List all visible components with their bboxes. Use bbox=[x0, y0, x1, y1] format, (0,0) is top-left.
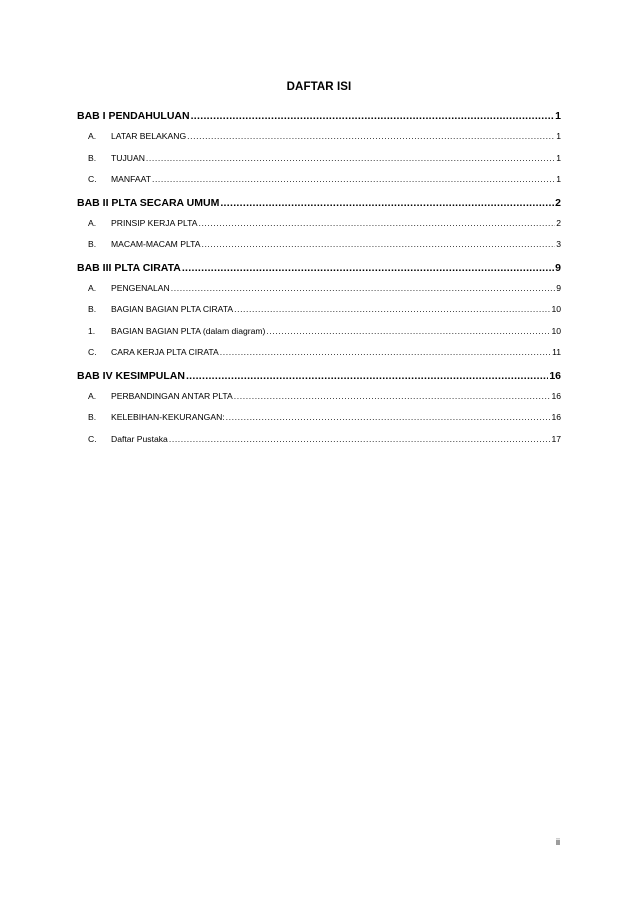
toc-chapter[interactable] bbox=[77, 197, 561, 213]
toc-entry-number: C. bbox=[88, 347, 97, 357]
dot-leader bbox=[201, 234, 555, 256]
toc-page-number: 1 bbox=[556, 131, 561, 141]
toc-entry[interactable] bbox=[77, 299, 561, 321]
toc-page-number: 9 bbox=[555, 261, 561, 274]
toc-entry-label: CARA KERJA PLTA CIRATA bbox=[111, 347, 219, 357]
dot-leader bbox=[186, 370, 548, 382]
toc-entry[interactable] bbox=[77, 234, 561, 256]
toc-page-number: 16 bbox=[551, 390, 561, 401]
toc-page-number: 3 bbox=[556, 239, 561, 249]
dot-leader bbox=[182, 262, 554, 274]
toc-page-number: 16 bbox=[551, 412, 561, 422]
toc-page-number: 17 bbox=[551, 433, 561, 444]
toc-page-number: 9 bbox=[556, 282, 561, 293]
toc-entry-label: MANFAAT bbox=[111, 174, 151, 184]
toc-page-number: 1 bbox=[556, 174, 561, 184]
toc-entry[interactable] bbox=[77, 321, 561, 343]
table-of-contents bbox=[77, 110, 561, 450]
toc-entry[interactable] bbox=[77, 148, 561, 170]
toc-chapter-heading: BAB III PLTA CIRATA bbox=[77, 261, 181, 274]
toc-entry-label: TUJUAN bbox=[111, 152, 145, 163]
dot-leader bbox=[171, 278, 555, 300]
toc-page-number: 10 bbox=[551, 325, 561, 336]
toc-entry-number: 1. bbox=[88, 325, 96, 336]
toc-entry[interactable] bbox=[77, 386, 561, 408]
dot-leader bbox=[234, 386, 551, 408]
toc-page-number: 11 bbox=[552, 347, 561, 357]
toc-entry[interactable] bbox=[77, 407, 561, 429]
toc-page-number: 2 bbox=[555, 196, 561, 209]
dot-leader bbox=[226, 407, 551, 429]
dot-leader bbox=[169, 429, 551, 451]
toc-entry-label: KELEBIHAN-KEKURANGAN: bbox=[111, 412, 225, 422]
dot-leader bbox=[191, 110, 555, 122]
toc-entry-number: A. bbox=[88, 390, 97, 401]
toc-entry-label: BAGIAN BAGIAN PLTA CIRATA bbox=[111, 304, 234, 314]
toc-entry-label: BAGIAN BAGIAN PLTA (dalam diagram) bbox=[111, 325, 266, 336]
toc-page-number: 2 bbox=[556, 217, 561, 228]
toc-entry[interactable] bbox=[77, 126, 561, 148]
dot-leader bbox=[146, 148, 555, 170]
toc-chapter[interactable] bbox=[77, 370, 561, 386]
toc-page-number: 1 bbox=[555, 110, 561, 122]
dot-leader bbox=[187, 126, 555, 148]
toc-entry-number: B. bbox=[88, 304, 97, 314]
toc-entry-number: A. bbox=[88, 282, 97, 293]
toc-chapter-heading: BAB IV KESIMPULAN bbox=[77, 369, 185, 382]
toc-page-number: 10 bbox=[551, 304, 561, 314]
toc-entry[interactable] bbox=[77, 169, 561, 191]
toc-entry-number: B. bbox=[88, 152, 97, 163]
dot-leader bbox=[266, 321, 550, 343]
toc-entry[interactable] bbox=[77, 213, 561, 235]
toc-entry[interactable] bbox=[77, 278, 561, 300]
toc-entry-number: A. bbox=[88, 131, 97, 141]
dot-leader bbox=[198, 213, 555, 235]
page-title: DAFTAR ISI bbox=[286, 81, 352, 93]
toc-entry-number: A. bbox=[88, 217, 97, 228]
toc-entry[interactable] bbox=[77, 342, 561, 364]
toc-entry-number: B. bbox=[88, 239, 97, 249]
toc-page-number: 16 bbox=[549, 369, 561, 382]
toc-chapter[interactable] bbox=[77, 110, 561, 126]
dot-leader bbox=[234, 299, 550, 321]
dot-leader bbox=[220, 197, 554, 209]
toc-chapter-heading: BAB I PENDAHULUAN bbox=[77, 110, 190, 122]
toc-entry[interactable] bbox=[77, 429, 561, 451]
footer-page-number: ii bbox=[556, 837, 560, 847]
toc-chapter-heading: BAB II PLTA SECARA UMUM bbox=[77, 196, 220, 209]
toc-entry-label: PRINSIP KERJA PLTA bbox=[111, 217, 198, 228]
toc-entry-label: Daftar Pustaka bbox=[111, 433, 168, 444]
toc-entry-number: C. bbox=[88, 433, 97, 444]
toc-chapter[interactable] bbox=[77, 262, 561, 278]
dot-leader bbox=[152, 169, 555, 191]
toc-entry-number: C. bbox=[88, 174, 97, 184]
toc-entry-number: B. bbox=[88, 412, 97, 422]
toc-entry-label: PERBANDINGAN ANTAR PLTA bbox=[111, 390, 233, 401]
toc-page-number: 1 bbox=[556, 152, 561, 163]
toc-entry-label: MACAM-MACAM PLTA bbox=[111, 239, 201, 249]
dot-leader bbox=[220, 342, 551, 364]
toc-entry-label: PENGENALAN bbox=[111, 282, 170, 293]
toc-entry-label: LATAR BELAKANG bbox=[111, 131, 187, 141]
